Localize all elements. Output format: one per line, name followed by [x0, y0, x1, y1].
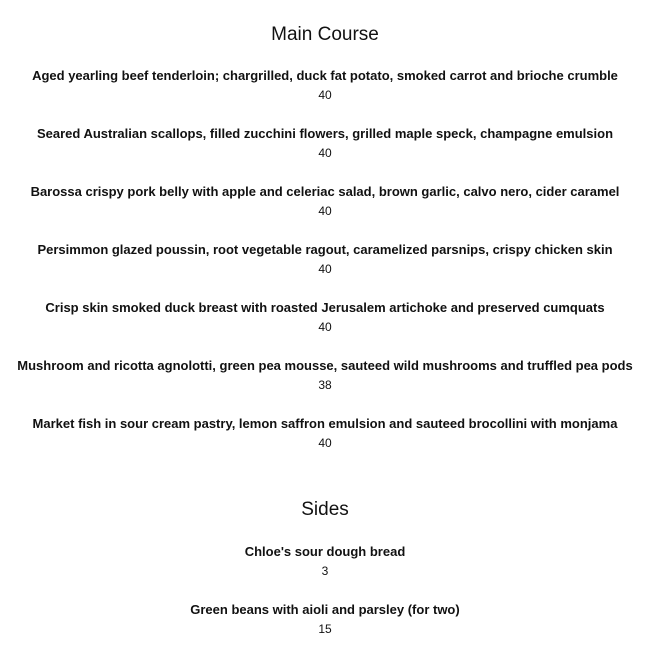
section-sides: [0, 473, 650, 637]
item-name: Barossa crispy pork belly with apple and celeriac salad, brown garlic, calvo nero, cider caramel: [30, 184, 620, 199]
menu-item: [0, 357, 650, 393]
menu-item: [0, 67, 650, 103]
menu-item: [0, 543, 650, 579]
item-price: 40: [318, 320, 332, 334]
item-price: 40: [318, 204, 332, 218]
section-title: Sides: [301, 499, 349, 520]
item-price: 40: [318, 262, 332, 276]
section-title: Main Course: [271, 24, 379, 45]
menu-item: [0, 415, 650, 451]
menu-item: [0, 601, 650, 637]
item-name: Chloe's sour dough bread: [244, 544, 406, 559]
item-name: Green beans with aioli and parsley (for two): [190, 602, 460, 617]
menu-item: [0, 183, 650, 219]
item-list: [0, 543, 650, 637]
menu-item: [0, 299, 650, 335]
item-price: 15: [318, 622, 332, 636]
item-price: 38: [318, 378, 332, 392]
item-name: Aged yearling beef tenderloin; chargrilled, duck fat potato, smoked carrot and brioche crumble: [32, 68, 618, 83]
item-name: Persimmon glazed poussin, root vegetable ragout, caramelized parsnips, crispy chicken skin: [37, 242, 613, 257]
item-name: Crisp skin smoked duck breast with roasted Jerusalem artichoke and preserved cumquats: [45, 300, 605, 315]
item-price: 40: [318, 88, 332, 102]
item-price: 3: [321, 564, 329, 578]
item-name: Market fish in sour cream pastry, lemon saffron emulsion and sauteed brocollini with monjama: [32, 416, 618, 431]
menu-item: [0, 125, 650, 161]
item-price: 40: [318, 146, 332, 160]
item-name: Mushroom and ricotta agnolotti, green pea mousse, sauteed wild mushrooms and truffled pea pods: [17, 358, 633, 373]
item-list: [0, 67, 650, 451]
item-name: Seared Australian scallops, filled zucchini flowers, grilled maple speck, champagne emulsion: [36, 126, 614, 141]
item-price: 40: [318, 436, 332, 450]
menu-item: [0, 241, 650, 277]
